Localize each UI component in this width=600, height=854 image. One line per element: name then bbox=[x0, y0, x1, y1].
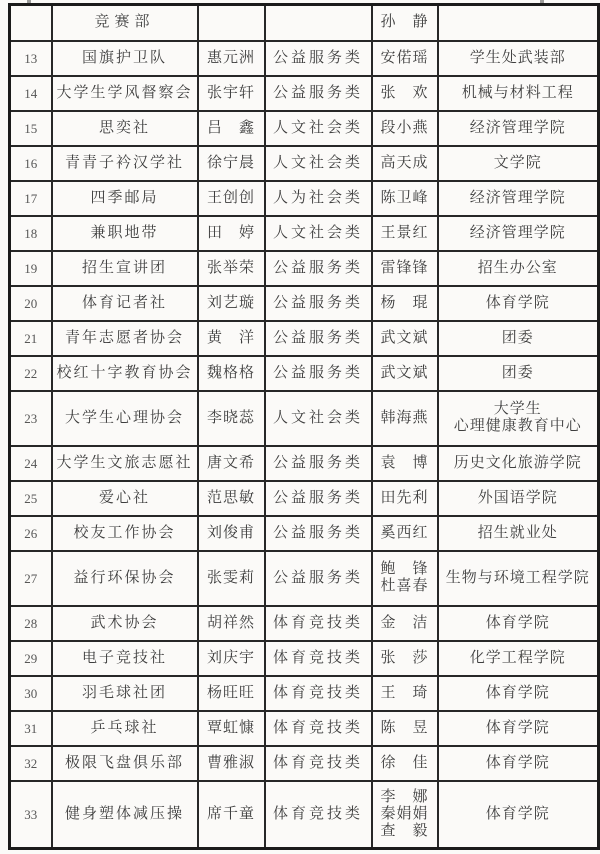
clubs-table bbox=[8, 3, 600, 850]
table-row bbox=[10, 781, 599, 849]
category: 人文社会类 bbox=[265, 391, 372, 446]
department: 招生就业处 bbox=[438, 516, 599, 551]
table-row bbox=[10, 641, 599, 676]
row-number: 24 bbox=[10, 446, 52, 481]
category: 公益服务类 bbox=[265, 356, 372, 391]
department bbox=[438, 391, 599, 446]
category: 人文社会类 bbox=[265, 146, 372, 181]
leader-name bbox=[198, 5, 265, 41]
category: 体育竞技类 bbox=[265, 781, 372, 849]
category: 体育竞技类 bbox=[265, 746, 372, 781]
leader-name: 刘俊甫 bbox=[198, 516, 265, 551]
category: 公益服务类 bbox=[265, 41, 372, 76]
advisor-name: 金 洁 bbox=[372, 606, 438, 641]
department: 体育学院 bbox=[438, 286, 599, 321]
advisor-name-line: 李 娜 bbox=[380, 788, 429, 805]
table-row bbox=[10, 111, 599, 146]
advisor-name: 武文斌 bbox=[372, 356, 438, 391]
leader-name: 范思敏 bbox=[198, 481, 265, 516]
category bbox=[265, 5, 372, 41]
club-name: 青青子衿汉学社 bbox=[52, 146, 198, 181]
club-name: 电子竞技社 bbox=[52, 641, 198, 676]
leader-name: 刘艺璇 bbox=[198, 286, 265, 321]
category: 公益服务类 bbox=[265, 516, 372, 551]
advisor-name: 张 欢 bbox=[372, 76, 438, 111]
category: 体育竞技类 bbox=[265, 641, 372, 676]
category: 体育竞技类 bbox=[265, 676, 372, 711]
leader-name: 张举荣 bbox=[198, 251, 265, 286]
leader-name: 黄 洋 bbox=[198, 321, 265, 356]
club-name: 国旗护卫队 bbox=[52, 41, 198, 76]
club-name: 武术协会 bbox=[52, 606, 198, 641]
table-row bbox=[10, 356, 599, 391]
leader-name: 李晓蕊 bbox=[198, 391, 265, 446]
table-row bbox=[10, 446, 599, 481]
leader-name: 张宇轩 bbox=[198, 76, 265, 111]
row-number: 27 bbox=[10, 551, 52, 606]
leader-name: 惠元洲 bbox=[198, 41, 265, 76]
row-number: 17 bbox=[10, 181, 52, 216]
leader-name: 席千童 bbox=[198, 781, 265, 849]
advisor-name: 韩海燕 bbox=[372, 391, 438, 446]
leader-name: 杨旺旺 bbox=[198, 676, 265, 711]
club-name: 校友工作协会 bbox=[52, 516, 198, 551]
table-row bbox=[10, 551, 599, 606]
advisor-name: 袁 博 bbox=[372, 446, 438, 481]
category: 人文社会类 bbox=[265, 216, 372, 251]
department: 化学工程学院 bbox=[438, 641, 599, 676]
table-row bbox=[10, 41, 599, 76]
leader-name: 唐文希 bbox=[198, 446, 265, 481]
table-row bbox=[10, 321, 599, 356]
leader-name: 王创创 bbox=[198, 181, 265, 216]
row-number: 33 bbox=[10, 781, 52, 849]
department: 体育学院 bbox=[438, 711, 599, 746]
category: 公益服务类 bbox=[265, 76, 372, 111]
department bbox=[438, 5, 599, 41]
category: 人为社会类 bbox=[265, 181, 372, 216]
department: 外国语学院 bbox=[438, 481, 599, 516]
advisor-name: 田先利 bbox=[372, 481, 438, 516]
club-name: 体育记者社 bbox=[52, 286, 198, 321]
advisor-name: 武文斌 bbox=[372, 321, 438, 356]
advisor-name: 张 莎 bbox=[372, 641, 438, 676]
row-number: 20 bbox=[10, 286, 52, 321]
club-name: 四季邮局 bbox=[52, 181, 198, 216]
table-row bbox=[10, 746, 599, 781]
row-number: 23 bbox=[10, 391, 52, 446]
category: 人文社会类 bbox=[265, 111, 372, 146]
club-name: 羽毛球社团 bbox=[52, 676, 198, 711]
department: 学生处武装部 bbox=[438, 41, 599, 76]
advisor-name: 王 琦 bbox=[372, 676, 438, 711]
department: 生物与环境工程学院 bbox=[438, 551, 599, 606]
department: 经济管理学院 bbox=[438, 181, 599, 216]
row-number: 32 bbox=[10, 746, 52, 781]
club-name: 极限飞盘俱乐部 bbox=[52, 746, 198, 781]
category: 体育竞技类 bbox=[265, 711, 372, 746]
club-name: 大学生文旅志愿社 bbox=[52, 446, 198, 481]
department: 团委 bbox=[438, 356, 599, 391]
row-number: 15 bbox=[10, 111, 52, 146]
row-number: 16 bbox=[10, 146, 52, 181]
table-row bbox=[10, 481, 599, 516]
club-name: 健身塑体减压操 bbox=[52, 781, 198, 849]
row-number: 26 bbox=[10, 516, 52, 551]
club-name: 大学生学风督察会 bbox=[52, 76, 198, 111]
category: 体育竞技类 bbox=[265, 606, 372, 641]
club-name: 益行环保协会 bbox=[52, 551, 198, 606]
table-row bbox=[10, 711, 599, 746]
table-row bbox=[10, 5, 599, 41]
advisor-name: 安偌瑶 bbox=[372, 41, 438, 76]
department: 体育学院 bbox=[438, 781, 599, 849]
club-name: 大学生心理协会 bbox=[52, 391, 198, 446]
table-row bbox=[10, 216, 599, 251]
table-row bbox=[10, 181, 599, 216]
department: 经济管理学院 bbox=[438, 216, 599, 251]
advisor-name: 王景红 bbox=[372, 216, 438, 251]
leader-name: 徐宁晨 bbox=[198, 146, 265, 181]
advisor-name bbox=[372, 781, 438, 849]
department: 体育学院 bbox=[438, 606, 599, 641]
category: 公益服务类 bbox=[265, 286, 372, 321]
leader-name: 吕 鑫 bbox=[198, 111, 265, 146]
row-number: 28 bbox=[10, 606, 52, 641]
advisor-name: 段小燕 bbox=[372, 111, 438, 146]
department: 机械与材料工程 bbox=[438, 76, 599, 111]
department: 体育学院 bbox=[438, 676, 599, 711]
club-name: 竞赛部 bbox=[52, 5, 198, 41]
table-row bbox=[10, 391, 599, 446]
leader-name: 胡祥然 bbox=[198, 606, 265, 641]
advisor-name: 奚西红 bbox=[372, 516, 438, 551]
row-number: 29 bbox=[10, 641, 52, 676]
category: 公益服务类 bbox=[265, 251, 372, 286]
row-number: 19 bbox=[10, 251, 52, 286]
row-number: 18 bbox=[10, 216, 52, 251]
leader-name: 曹雅淑 bbox=[198, 746, 265, 781]
advisor-name: 陈 昱 bbox=[372, 711, 438, 746]
category: 公益服务类 bbox=[265, 551, 372, 606]
leader-name: 刘庆宇 bbox=[198, 641, 265, 676]
department: 经济管理学院 bbox=[438, 111, 599, 146]
advisor-name: 孙 静 bbox=[372, 5, 438, 41]
advisor-name bbox=[372, 551, 438, 606]
department: 招生办公室 bbox=[438, 251, 599, 286]
table-row bbox=[10, 516, 599, 551]
club-name: 招生宣讲团 bbox=[52, 251, 198, 286]
table-row bbox=[10, 76, 599, 111]
advisor-name: 雷锋锋 bbox=[372, 251, 438, 286]
table-row bbox=[10, 146, 599, 181]
department: 历史文化旅游学院 bbox=[438, 446, 599, 481]
department-line: 心理健康教育中心 bbox=[453, 418, 582, 434]
department: 文学院 bbox=[438, 146, 599, 181]
table-row bbox=[10, 676, 599, 711]
row-number: 22 bbox=[10, 356, 52, 391]
category: 公益服务类 bbox=[265, 321, 372, 356]
advisor-name: 高天成 bbox=[372, 146, 438, 181]
advisor-name-line: 杜喜春 bbox=[380, 578, 429, 594]
row-number: 25 bbox=[10, 481, 52, 516]
table-row bbox=[10, 606, 599, 641]
department-line: 大学生 bbox=[493, 401, 542, 417]
table-row bbox=[10, 286, 599, 321]
row-number: 13 bbox=[10, 41, 52, 76]
category: 公益服务类 bbox=[265, 446, 372, 481]
category: 公益服务类 bbox=[265, 481, 372, 516]
row-number bbox=[10, 5, 52, 41]
club-name: 校红十字教育协会 bbox=[52, 356, 198, 391]
advisor-name: 陈卫峰 bbox=[372, 181, 438, 216]
department: 团委 bbox=[438, 321, 599, 356]
advisor-name: 徐 佳 bbox=[372, 746, 438, 781]
club-name: 爱心社 bbox=[52, 481, 198, 516]
leader-name: 田 婷 bbox=[198, 216, 265, 251]
row-number: 21 bbox=[10, 321, 52, 356]
row-number: 31 bbox=[10, 711, 52, 746]
row-number: 14 bbox=[10, 76, 52, 111]
club-name: 兼职地带 bbox=[52, 216, 198, 251]
club-name: 乒乓球社 bbox=[52, 711, 198, 746]
advisor-name: 杨 琨 bbox=[372, 286, 438, 321]
advisor-name-line: 查 毅 bbox=[380, 822, 429, 839]
department: 体育学院 bbox=[438, 746, 599, 781]
leader-name: 魏格格 bbox=[198, 356, 265, 391]
club-name: 思奕社 bbox=[52, 111, 198, 146]
advisor-name-line: 鲍 锋 bbox=[380, 561, 429, 577]
leader-name: 张雯莉 bbox=[198, 551, 265, 606]
club-name: 青年志愿者协会 bbox=[52, 321, 198, 356]
table-row bbox=[10, 251, 599, 286]
row-number: 30 bbox=[10, 676, 52, 711]
leader-name: 覃虹慷 bbox=[198, 711, 265, 746]
advisor-name-line: 秦娟娟 bbox=[380, 805, 429, 822]
